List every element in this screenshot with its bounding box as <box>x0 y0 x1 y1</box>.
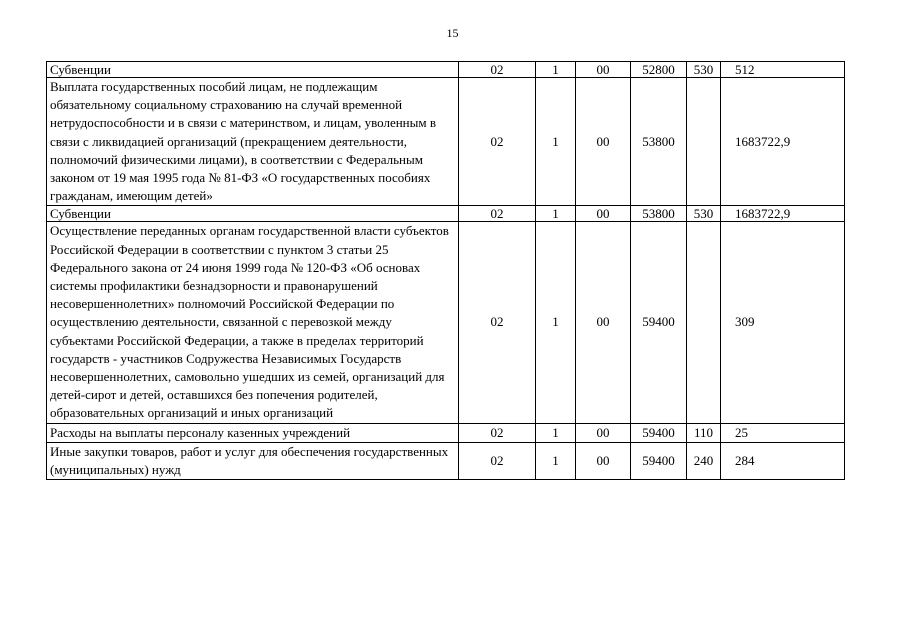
subprogram-code: 00 <box>576 423 631 442</box>
expense-type-code: 110 <box>687 423 721 442</box>
subprogram-code: 00 <box>576 222 631 423</box>
subprogram-code: 00 <box>576 442 631 479</box>
subprogram-code: 00 <box>576 206 631 222</box>
subprogram-code: 00 <box>576 62 631 78</box>
table-row <box>47 62 845 78</box>
table-row <box>47 423 845 442</box>
table-row <box>47 442 845 479</box>
amount: 512 <box>721 62 845 78</box>
expense-name: Расходы на выплаты персоналу казенных учреждений <box>47 423 459 442</box>
page-number: 15 <box>446 26 459 40</box>
expense-type-code: 530 <box>687 206 721 222</box>
expense-name: Выплата государственных пособий лицам, не подлежащим обязательному социальному страхованию на случай временной нетрудоспособности и в связи с материнством, и лицам, уволенным в связи с ликвидацией организаций (прекращением деятельности, полномочий физическими лицами), в соответствии с Федеральным законом от 19 мая 1995 года № 81-ФЗ «О государственных пособиях гражданам, имеющим детей» <box>47 78 459 206</box>
section-code: 02 <box>459 222 536 423</box>
direction-code: 52800 <box>631 62 687 78</box>
program-code: 1 <box>536 206 576 222</box>
direction-code: 59400 <box>631 423 687 442</box>
amount: 1683722,9 <box>721 206 845 222</box>
section-code: 02 <box>459 442 536 479</box>
expense-type-code <box>687 222 721 423</box>
amount: 25 <box>721 423 845 442</box>
amount: 1683722,9 <box>721 78 845 206</box>
direction-code: 53800 <box>631 206 687 222</box>
program-code: 1 <box>536 442 576 479</box>
direction-code: 53800 <box>631 78 687 206</box>
section-code: 02 <box>459 62 536 78</box>
section-code: 02 <box>459 206 536 222</box>
table-row <box>47 78 845 206</box>
expense-name: Субвенции <box>47 62 459 78</box>
program-code: 1 <box>536 222 576 423</box>
expense-type-code: 240 <box>687 442 721 479</box>
section-code: 02 <box>459 78 536 206</box>
expense-name: Осуществление переданных органам государственной власти субъектов Российской Федерации в соответствии с пунктом 3 статьи 25 Федерального закона от 24 июня 1999 года № 120-ФЗ «Об основах системы профилактики безнадзорности и правонарушений несовершеннолетних» полномочий Российской Федерации по осуществлению деятельности, связанной с перевозкой между субъектами Российской Федерации, а также в пределах территорий государств - участников Содружества Независимых Государств несовершеннолетних, самовольно ушедших из семей, организаций для детей-сирот и детей, оставшихся без попечения родителей, образовательных организаций и иных организаций <box>47 222 459 423</box>
expense-name: Субвенции <box>47 206 459 222</box>
section-code: 02 <box>459 423 536 442</box>
amount: 309 <box>721 222 845 423</box>
program-code: 1 <box>536 78 576 206</box>
direction-code: 59400 <box>631 222 687 423</box>
amount: 284 <box>721 442 845 479</box>
table-row <box>47 206 845 222</box>
expense-type-code <box>687 78 721 206</box>
table-row <box>47 222 845 423</box>
program-code: 1 <box>536 423 576 442</box>
expense-name: Иные закупки товаров, работ и услуг для обеспечения государственных (муниципальных) нужд <box>47 442 459 479</box>
direction-code: 59400 <box>631 442 687 479</box>
program-code: 1 <box>536 62 576 78</box>
subprogram-code: 00 <box>576 78 631 206</box>
expense-type-code: 530 <box>687 62 721 78</box>
budget-table <box>46 61 845 480</box>
